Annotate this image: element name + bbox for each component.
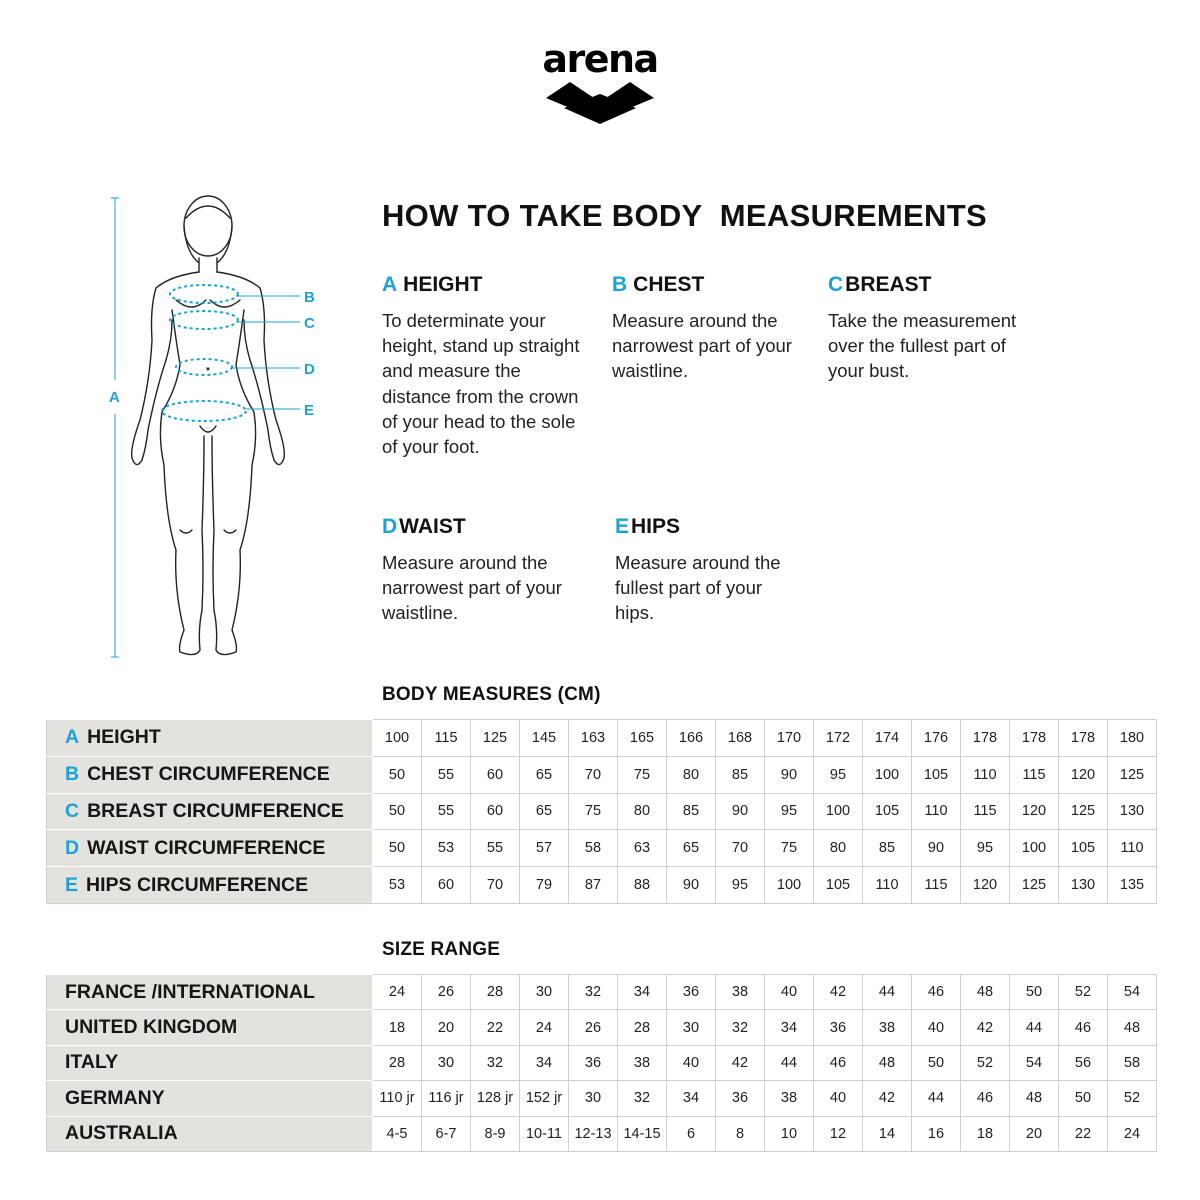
table-cell: 50 <box>373 756 422 793</box>
table-cell: 32 <box>716 1010 765 1045</box>
table-cell: 90 <box>765 756 814 793</box>
table-cell: 46 <box>814 1045 863 1080</box>
table-cell: 163 <box>569 720 618 757</box>
row-label-text: UNITED KINGDOM <box>65 1016 238 1039</box>
table-row <box>47 830 1157 867</box>
table-cell: 42 <box>716 1045 765 1080</box>
measurement-text: Measure around the narrowest part of your waistline. <box>612 310 792 382</box>
measurement-waist <box>382 514 592 626</box>
table-cell: 135 <box>1108 867 1157 904</box>
row-letter: D <box>65 836 80 859</box>
table-cell: 70 <box>471 867 520 904</box>
table-cell: 14-15 <box>618 1116 667 1151</box>
table-cell: 180 <box>1108 720 1157 757</box>
table-cell: 55 <box>471 830 520 867</box>
table-cell: 26 <box>569 1010 618 1045</box>
size-range-table <box>46 974 1157 1152</box>
table-cell: 75 <box>569 793 618 830</box>
table-cell: 56 <box>1059 1045 1108 1080</box>
table-cell: 12 <box>814 1116 863 1151</box>
table-cell: 125 <box>1108 756 1157 793</box>
measurement-text: Measure around the fullest part of your hips. <box>615 552 781 624</box>
table-cell: 116 jr <box>422 1081 471 1116</box>
row-label-text: CHEST CIRCUMFERENCE <box>87 763 330 786</box>
table-cell: 53 <box>373 867 422 904</box>
measurement-name: CHEST <box>633 273 705 296</box>
diamond-logo-icon <box>544 80 656 126</box>
table-cell: 48 <box>1108 1010 1157 1045</box>
table-cell: 40 <box>765 975 814 1010</box>
table-cell: 178 <box>1010 720 1059 757</box>
table-cell: 50 <box>1059 1081 1108 1116</box>
table-cell: 30 <box>422 1045 471 1080</box>
table-cell: 80 <box>814 830 863 867</box>
measurement-hips <box>615 514 800 626</box>
table-cell: 110 <box>912 793 961 830</box>
measurement-letter: E <box>615 515 630 538</box>
table-cell: 34 <box>667 1081 716 1116</box>
table-cell: 46 <box>961 1081 1010 1116</box>
measurement-name: HEIGHT <box>403 273 483 296</box>
table-cell: 166 <box>667 720 716 757</box>
table-cell: 4-5 <box>373 1116 422 1151</box>
table-cell: 22 <box>471 1010 520 1045</box>
table-row <box>47 1010 1157 1045</box>
table-cell: 18 <box>373 1010 422 1045</box>
measurement-letter: D <box>382 515 398 538</box>
measurement-name: WAIST <box>399 515 466 538</box>
table-cell: 80 <box>618 793 667 830</box>
figure-label-d: D <box>304 361 315 378</box>
row-label <box>47 1010 373 1045</box>
table-cell: 18 <box>961 1116 1010 1151</box>
row-label <box>47 867 373 904</box>
table-cell: 24 <box>1108 1116 1157 1151</box>
row-label <box>47 1045 373 1080</box>
table-cell: 50 <box>1010 975 1059 1010</box>
measurement-heading <box>615 514 800 540</box>
table-cell: 22 <box>1059 1116 1108 1151</box>
table-cell: 130 <box>1108 793 1157 830</box>
table-cell: 65 <box>520 793 569 830</box>
table-cell: 168 <box>716 720 765 757</box>
table-cell: 70 <box>716 830 765 867</box>
table-cell: 110 <box>863 867 912 904</box>
measurement-text: Take the measurement over the fullest part of your bust. <box>828 310 1017 382</box>
table-cell: 58 <box>569 830 618 867</box>
measurement-text: Measure around the narrowest part of your waistline. <box>382 552 562 624</box>
table-cell: 42 <box>961 1010 1010 1045</box>
row-letter: C <box>65 799 80 822</box>
table-cell: 32 <box>471 1045 520 1080</box>
body-measures-table <box>46 719 1157 904</box>
table-cell: 48 <box>863 1045 912 1080</box>
table-cell: 38 <box>863 1010 912 1045</box>
measurement-name: HIPS <box>631 515 681 538</box>
table-cell: 28 <box>471 975 520 1010</box>
measurement-letter: A <box>382 273 398 296</box>
table-cell: 125 <box>1010 867 1059 904</box>
row-label-text: FRANCE /INTERNATIONAL <box>65 980 315 1003</box>
table-cell: 79 <box>520 867 569 904</box>
table-cell: 16 <box>912 1116 961 1151</box>
table-cell: 65 <box>667 830 716 867</box>
table-cell: 50 <box>373 793 422 830</box>
figure-label-c: C <box>304 315 315 332</box>
table-cell: 120 <box>1059 756 1108 793</box>
figure-label-e: E <box>304 402 315 419</box>
table-cell: 48 <box>1010 1081 1059 1116</box>
row-label <box>47 975 373 1010</box>
table-cell: 170 <box>765 720 814 757</box>
table-cell: 165 <box>618 720 667 757</box>
size-range-title: SIZE RANGE <box>382 939 501 960</box>
table-cell: 6 <box>667 1116 716 1151</box>
row-letter: E <box>65 873 79 896</box>
table-cell: 90 <box>912 830 961 867</box>
table-row <box>47 720 1157 757</box>
table-cell: 40 <box>667 1045 716 1080</box>
table-cell: 30 <box>667 1010 716 1045</box>
table-cell: 53 <box>422 830 471 867</box>
table-cell: 36 <box>667 975 716 1010</box>
table-cell: 52 <box>1059 975 1108 1010</box>
table-cell: 57 <box>520 830 569 867</box>
measurement-heading <box>828 272 1038 298</box>
row-label-text: BREAST CIRCUMFERENCE <box>87 799 344 822</box>
measurement-breast <box>828 272 1038 384</box>
table-row <box>47 793 1157 830</box>
table-cell: 28 <box>373 1045 422 1080</box>
table-cell: 105 <box>912 756 961 793</box>
table-cell: 20 <box>422 1010 471 1045</box>
table-cell: 44 <box>1010 1010 1059 1045</box>
table-cell: 46 <box>1059 1010 1108 1045</box>
table-cell: 178 <box>961 720 1010 757</box>
row-label-text: HIPS CIRCUMFERENCE <box>86 873 309 896</box>
measurement-heading <box>612 272 802 298</box>
measurement-height <box>382 272 582 459</box>
measurement-letter: C <box>828 273 844 296</box>
table-cell: 12-13 <box>569 1116 618 1151</box>
table-cell: 176 <box>912 720 961 757</box>
table-cell: 50 <box>912 1045 961 1080</box>
table-cell: 44 <box>765 1045 814 1080</box>
row-label-text: ITALY <box>65 1051 119 1074</box>
measurement-text: To determinate your height, stand up straight and measure the distance from the crown of your head to the sole of your foot. <box>382 310 580 458</box>
body-measures-title: BODY MEASURES (CM) <box>382 684 601 705</box>
table-cell: 85 <box>716 756 765 793</box>
table-cell: 85 <box>863 830 912 867</box>
table-cell: 100 <box>863 756 912 793</box>
table-cell: 95 <box>765 793 814 830</box>
row-label <box>47 756 373 793</box>
table-cell: 80 <box>667 756 716 793</box>
table-cell: 95 <box>961 830 1010 867</box>
table-cell: 110 <box>961 756 1010 793</box>
table-cell: 88 <box>618 867 667 904</box>
table-cell: 10 <box>765 1116 814 1151</box>
row-letter: B <box>65 763 80 786</box>
table-cell: 44 <box>863 975 912 1010</box>
table-cell: 105 <box>1059 830 1108 867</box>
table-cell: 48 <box>961 975 1010 1010</box>
table-cell: 38 <box>618 1045 667 1080</box>
table-cell: 30 <box>569 1081 618 1116</box>
table-cell: 60 <box>422 867 471 904</box>
table-cell: 10-11 <box>520 1116 569 1151</box>
row-label <box>47 830 373 867</box>
table-cell: 70 <box>569 756 618 793</box>
table-cell: 75 <box>618 756 667 793</box>
table-cell: 34 <box>618 975 667 1010</box>
table-cell: 100 <box>765 867 814 904</box>
table-cell: 60 <box>471 756 520 793</box>
measurement-heading <box>382 272 582 298</box>
table-cell: 54 <box>1010 1045 1059 1080</box>
table-cell: 14 <box>863 1116 912 1151</box>
table-cell: 115 <box>422 720 471 757</box>
table-cell: 36 <box>569 1045 618 1080</box>
row-label <box>47 1116 373 1151</box>
table-cell: 75 <box>765 830 814 867</box>
table-cell: 152 jr <box>520 1081 569 1116</box>
table-cell: 87 <box>569 867 618 904</box>
table-cell: 6-7 <box>422 1116 471 1151</box>
row-label-text: WAIST CIRCUMFERENCE <box>87 836 326 859</box>
row-label <box>47 1081 373 1116</box>
measurement-name: BREAST <box>845 273 932 296</box>
table-cell: 95 <box>716 867 765 904</box>
table-cell: 120 <box>961 867 1010 904</box>
table-cell: 8 <box>716 1116 765 1151</box>
table-cell: 110 <box>1108 830 1157 867</box>
row-label-text: AUSTRALIA <box>65 1122 178 1145</box>
table-cell: 65 <box>520 756 569 793</box>
measurement-letter: B <box>612 273 628 296</box>
table-cell: 110 jr <box>373 1081 422 1116</box>
table-cell: 42 <box>863 1081 912 1116</box>
row-label-text: HEIGHT <box>87 726 161 749</box>
table-cell: 52 <box>961 1045 1010 1080</box>
table-cell: 60 <box>471 793 520 830</box>
table-cell: 115 <box>912 867 961 904</box>
table-cell: 105 <box>814 867 863 904</box>
table-cell: 145 <box>520 720 569 757</box>
table-cell: 50 <box>373 830 422 867</box>
table-cell: 30 <box>520 975 569 1010</box>
row-letter: A <box>65 726 80 749</box>
table-row <box>47 1116 1157 1151</box>
table-cell: 42 <box>814 975 863 1010</box>
table-row <box>47 975 1157 1010</box>
table-cell: 125 <box>1059 793 1108 830</box>
table-cell: 38 <box>716 975 765 1010</box>
table-cell: 28 <box>618 1010 667 1045</box>
table-cell: 34 <box>520 1045 569 1080</box>
table-cell: 40 <box>912 1010 961 1045</box>
table-cell: 100 <box>373 720 422 757</box>
page-title: HOW TO TAKE BODY MEASUREMENTS <box>382 198 987 233</box>
measurement-chest <box>612 272 802 384</box>
table-cell: 90 <box>667 867 716 904</box>
row-label <box>47 793 373 830</box>
table-cell: 105 <box>863 793 912 830</box>
table-cell: 63 <box>618 830 667 867</box>
table-cell: 128 jr <box>471 1081 520 1116</box>
table-cell: 55 <box>422 756 471 793</box>
body-figure <box>100 190 330 665</box>
table-cell: 54 <box>1108 975 1157 1010</box>
table-cell: 44 <box>912 1081 961 1116</box>
table-cell: 55 <box>422 793 471 830</box>
brand-wordmark: arena <box>542 37 658 81</box>
table-row <box>47 1081 1157 1116</box>
table-cell: 115 <box>1010 756 1059 793</box>
table-cell: 52 <box>1108 1081 1157 1116</box>
table-cell: 34 <box>765 1010 814 1045</box>
table-row <box>47 1045 1157 1080</box>
table-cell: 20 <box>1010 1116 1059 1151</box>
row-label <box>47 720 373 757</box>
table-cell: 26 <box>422 975 471 1010</box>
table-cell: 32 <box>569 975 618 1010</box>
figure-label-a: A <box>109 389 120 406</box>
arena-logo <box>540 37 660 126</box>
table-cell: 130 <box>1059 867 1108 904</box>
table-cell: 90 <box>716 793 765 830</box>
table-row <box>47 756 1157 793</box>
measurement-heading <box>382 514 592 540</box>
table-cell: 36 <box>814 1010 863 1045</box>
table-cell: 95 <box>814 756 863 793</box>
table-cell: 115 <box>961 793 1010 830</box>
figure-label-b: B <box>304 289 315 306</box>
table-cell: 100 <box>814 793 863 830</box>
table-row <box>47 867 1157 904</box>
table-cell: 85 <box>667 793 716 830</box>
table-cell: 125 <box>471 720 520 757</box>
table-cell: 100 <box>1010 830 1059 867</box>
table-cell: 38 <box>765 1081 814 1116</box>
table-cell: 58 <box>1108 1045 1157 1080</box>
table-cell: 24 <box>520 1010 569 1045</box>
table-cell: 120 <box>1010 793 1059 830</box>
table-cell: 40 <box>814 1081 863 1116</box>
table-cell: 8-9 <box>471 1116 520 1151</box>
row-label-text: GERMANY <box>65 1086 165 1109</box>
table-cell: 46 <box>912 975 961 1010</box>
table-cell: 178 <box>1059 720 1108 757</box>
table-cell: 32 <box>618 1081 667 1116</box>
table-cell: 172 <box>814 720 863 757</box>
table-cell: 36 <box>716 1081 765 1116</box>
table-cell: 24 <box>373 975 422 1010</box>
table-cell: 174 <box>863 720 912 757</box>
